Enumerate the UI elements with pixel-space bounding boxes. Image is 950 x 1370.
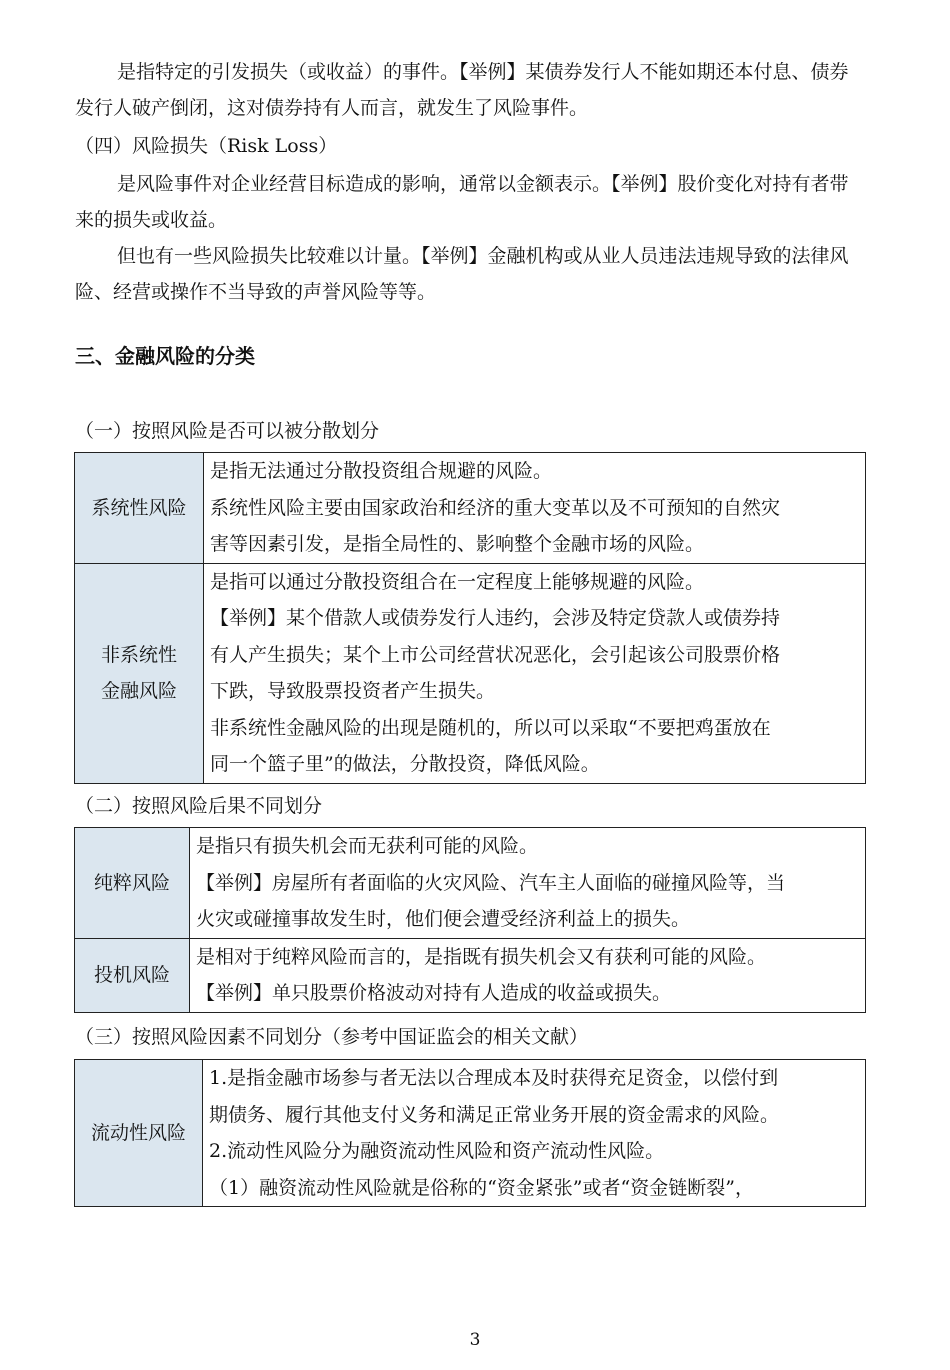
label-line: 流动性风险 <box>90 1121 186 1144</box>
content-line: 【举例】某个借款人或债券发行人违约，会涉及特定贷款人或债券持 <box>210 607 781 629</box>
category-2-table <box>74 827 866 1013</box>
content-line: 是指无法通过分散投资组合规避的风险。 <box>210 460 553 482</box>
row-content <box>204 453 866 564</box>
content-line: 是指只有损失机会而无获利可能的风险。 <box>196 835 539 857</box>
row-content <box>204 563 866 783</box>
row-label <box>75 828 190 939</box>
row-content <box>203 1060 866 1207</box>
table-row <box>75 563 866 783</box>
risk-event-paragraph: 是指特定的引发损失（或收益）的事件。【举例】某债券发行人不能如期还本付息、债券发行人破产倒闭，这对债券持有人而言，就发生了风险事件。 <box>75 61 849 119</box>
risk-loss-heading: （四）风险损失（Risk Loss） <box>75 135 338 157</box>
row-content <box>190 938 866 1012</box>
table-row <box>75 453 866 564</box>
category-2-heading: （二）按照风险后果不同划分 <box>75 795 323 817</box>
content-line: 有人产生损失；某个上市公司经营状况恶化，会引起该公司股票价格 <box>210 643 781 666</box>
content-line: 下跌，导致股票投资者产生损失。 <box>210 680 496 702</box>
risk-loss-paragraph: 是风险事件对企业经营目标造成的影响，通常以金额表示。【举例】股价变化对持有者带来的损失或收益。 <box>75 173 849 231</box>
row-label <box>75 453 204 564</box>
label-line: 金融风险 <box>100 680 177 702</box>
category-3-table <box>74 1059 866 1207</box>
table-row <box>75 828 866 939</box>
content-line: 非系统性金融风险的出现是随机的，所以可以采取“不要把鸡蛋放在 <box>210 716 771 739</box>
content-line: 火灾或碰撞事故发生时，他们便会遭受经济利益上的损失。 <box>196 908 691 930</box>
category-3-heading: （三）按照风险因素不同划分（参考中国证监会的相关文献） <box>75 1026 589 1048</box>
content-line: 【举例】单只股票价格波动对持有人造成的收益或损失。 <box>196 982 672 1004</box>
row-content <box>190 828 866 939</box>
content-line: 【举例】房屋所有者面临的火灾风险、汽车主人面临的碰撞风险等，当 <box>196 871 786 894</box>
label-line: 投机风险 <box>93 963 170 986</box>
content-line: 同一个篮子里”的做法，分散投资，降低风险。 <box>210 753 600 775</box>
table-row <box>75 1060 866 1207</box>
content-line: 1.是指金融市场参与者无法以合理成本及时获得充足资金，以偿付到 <box>209 1067 779 1089</box>
category-1-table <box>74 452 866 784</box>
section-title: 三、金融风险的分类 <box>75 344 255 368</box>
row-label <box>75 563 204 783</box>
table-row <box>75 938 866 1012</box>
label-line: 非系统性 <box>100 643 177 666</box>
row-label <box>75 1060 203 1207</box>
row-label <box>75 938 190 1012</box>
category-1-heading: （一）按照风险是否可以被分散划分 <box>75 420 380 442</box>
label-line: 系统性风险 <box>91 496 187 519</box>
risk-loss-measure-paragraph: 但也有一些风险损失比较难以计量。【举例】金融机构或从业人员违法违规导致的法律风险、经营或操作不当导致的声誉风险等等。 <box>75 245 849 303</box>
content-line: 是相对于纯粹风险而言的，是指既有损失机会又有获利可能的风险。 <box>196 945 767 968</box>
label-line: 纯粹风险 <box>93 871 170 894</box>
content-line: 害等因素引发，是指全局性的、影响整个金融市场的风险。 <box>210 533 705 555</box>
content-line: 期债务、履行其他支付义务和满足正常业务开展的资金需求的风险。 <box>209 1103 780 1126</box>
content-line: （1）融资流动性风险就是俗称的“资金紧张”或者“资金链断裂”， <box>209 1176 754 1199</box>
page-number: 3 <box>469 1330 481 1350</box>
content-line: 2.流动性风险分为融资流动性风险和资产流动性风险。 <box>209 1140 665 1162</box>
content-line: 是指可以通过分散投资组合在一定程度上能够规避的风险。 <box>210 570 705 593</box>
content-line: 系统性风险主要由国家政治和经济的重大变革以及不可预知的自然灾 <box>210 496 781 519</box>
